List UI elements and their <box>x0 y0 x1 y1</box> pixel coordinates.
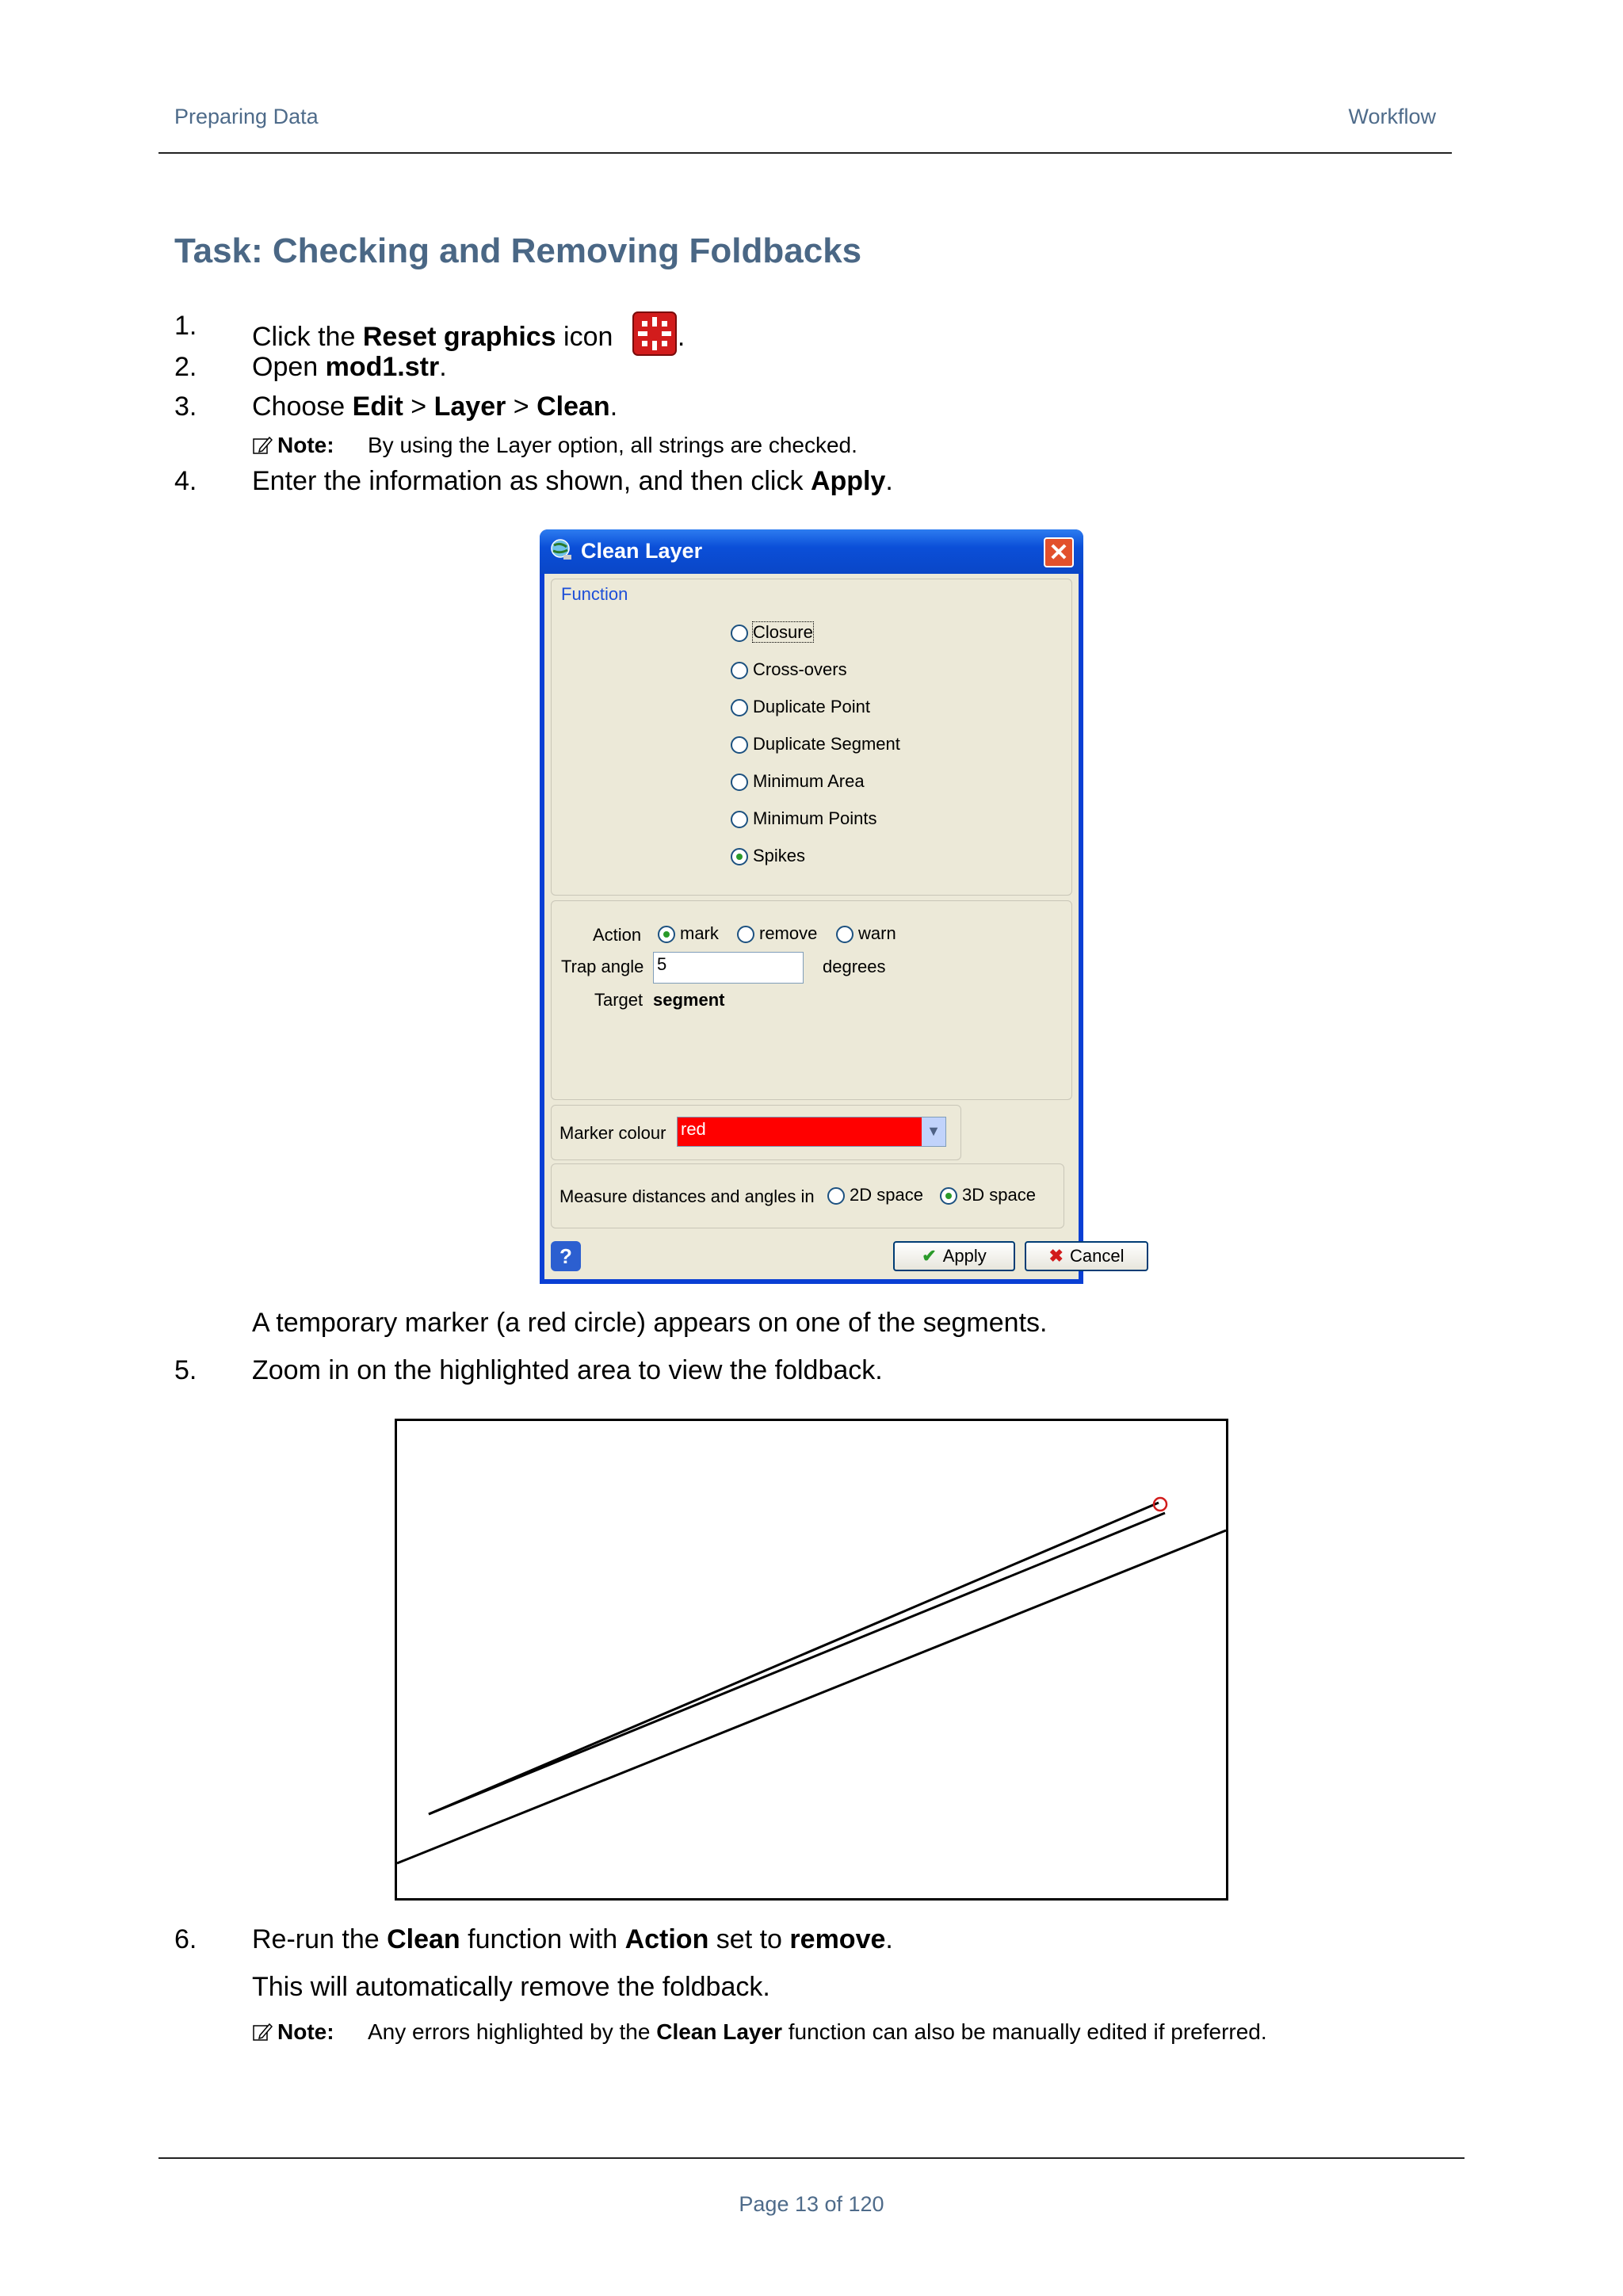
marker-colour-group <box>551 1105 961 1160</box>
radio-circle <box>731 811 748 828</box>
step-text-part: . <box>885 1924 893 1954</box>
step-text-part: set to <box>708 1924 790 1954</box>
page-number: Page 13 of 120 <box>739 2192 884 2216</box>
step-number: 1. <box>174 311 197 341</box>
radio-circle <box>731 736 748 754</box>
step-text-part: > <box>403 392 434 422</box>
step-emphasis: Edit <box>352 392 403 422</box>
trap-angle-label: Trap angle <box>561 957 644 976</box>
note-text <box>368 2019 1267 2045</box>
radio-label: Spikes <box>753 846 806 865</box>
note-pencil-icon <box>252 2022 273 2048</box>
reset-graphics-icon <box>632 311 678 364</box>
radio-action-remove[interactable] <box>737 923 817 944</box>
step-text-part: Enter the information as shown, and then click <box>252 466 811 496</box>
after-step-6-text: This will automatically remove the foldback. <box>252 1972 770 2002</box>
radio-minimum-points[interactable] <box>731 808 876 829</box>
note-1 <box>252 433 857 461</box>
help-icon[interactable]: ? <box>551 1241 581 1271</box>
radio-circle <box>731 625 748 642</box>
cross-icon: ✖ <box>1048 1246 1064 1266</box>
cancel-button[interactable] <box>1025 1241 1148 1271</box>
header-section-title: Preparing Data <box>174 105 319 128</box>
apply-button[interactable] <box>893 1241 1015 1271</box>
radio-label: Cross-overs <box>753 659 847 679</box>
foldback-drawing <box>397 1421 1226 1898</box>
step-text-part: Re-run the <box>252 1924 388 1954</box>
segment-line <box>429 1503 1159 1814</box>
note-emphasis: Clean Layer <box>656 2019 782 2044</box>
step-text-part: > <box>506 392 537 422</box>
radio-label: warn <box>858 923 896 943</box>
step-text-part: . <box>885 466 893 496</box>
globe-icon <box>549 537 575 563</box>
note-text: By using the Layer option, all strings are checked. <box>368 433 857 457</box>
note-pencil-icon <box>252 435 273 461</box>
marker-colour-label: Marker colour <box>559 1123 666 1143</box>
step-text-part: . <box>439 352 447 382</box>
degrees-label: degrees <box>823 957 886 976</box>
marker-colour-value: red <box>681 1119 706 1139</box>
step-text-part: Open <box>252 352 326 382</box>
radio-circle <box>836 926 854 943</box>
note-2 <box>252 2019 1267 2048</box>
radio-circle <box>731 774 748 791</box>
radio-action-warn[interactable] <box>836 923 896 944</box>
function-group-label: Function <box>561 584 628 604</box>
note-label: Note: <box>277 2019 334 2044</box>
note-text-part: function can also be manually edited if preferred. <box>781 2019 1267 2044</box>
footer-divider <box>158 2157 1465 2159</box>
step-emphasis: Action <box>624 1924 709 1954</box>
measure-label: Measure distances and angles in <box>559 1186 815 1206</box>
radio-duplicate-point[interactable] <box>731 697 870 717</box>
step-number: 5. <box>174 1355 197 1385</box>
step-emphasis: Apply <box>810 466 886 496</box>
radio-circle <box>827 1187 845 1205</box>
radio-label: Minimum Points <box>753 808 877 828</box>
chevron-down-icon[interactable]: ▼ <box>922 1117 945 1146</box>
radio-circle <box>737 926 754 943</box>
step-number: 6. <box>174 1924 197 1954</box>
radio-label: 3D space <box>962 1185 1036 1205</box>
close-icon[interactable]: ✕ <box>1044 537 1074 567</box>
radio-action-mark[interactable] <box>658 923 719 944</box>
measure-space-group <box>551 1163 1064 1228</box>
radio-cross-overs[interactable] <box>731 659 847 680</box>
step-number: 4. <box>174 466 197 496</box>
dialog-title: Clean Layer <box>581 539 703 563</box>
radio-label: Minimum Area <box>753 771 865 791</box>
check-icon: ✔ <box>922 1246 937 1266</box>
step-text: Zoom in on the highlighted area to view the foldback. <box>252 1355 883 1385</box>
clean-layer-dialog <box>540 529 1125 1284</box>
note-label: Note: <box>277 433 334 457</box>
parameters-group <box>551 900 1072 1100</box>
radio-label: Duplicate Point <box>753 697 870 716</box>
step-emphasis: Layer <box>433 392 506 422</box>
segment-line <box>397 1530 1226 1863</box>
radio-circle-selected <box>940 1187 957 1205</box>
trap-angle-input[interactable]: 5 <box>653 952 804 984</box>
step-text <box>252 1924 893 1955</box>
step-text-part: Choose <box>252 392 353 422</box>
cancel-button-label: Cancel <box>1069 1246 1125 1266</box>
dialog-title-bar[interactable] <box>540 529 1083 574</box>
step-text-part: . <box>609 392 618 422</box>
radio-circle-selected <box>658 926 675 943</box>
apply-button-label: Apply <box>942 1246 987 1266</box>
note-text-part: Any errors highlighted by the <box>368 2019 657 2044</box>
step-emphasis: Clean <box>387 1924 460 1954</box>
page-title: Task: Checking and Removing Foldbacks <box>174 231 862 270</box>
radio-label: Duplicate Segment <box>753 734 900 754</box>
header-divider <box>158 152 1452 154</box>
radio-circle <box>731 699 748 716</box>
step-text <box>252 352 447 383</box>
action-label: Action <box>593 925 642 945</box>
target-value: segment <box>653 990 725 1010</box>
step-text-part: icon <box>556 322 613 352</box>
step-emphasis: Clean <box>537 392 610 422</box>
radio-label: 2D space <box>850 1185 923 1205</box>
step-emphasis: mod1.str <box>325 352 440 382</box>
radio-2d-space[interactable] <box>827 1185 923 1205</box>
step-text <box>252 392 617 422</box>
radio-spikes[interactable] <box>731 846 805 866</box>
step-text-part: function with <box>460 1924 625 1954</box>
step-text-part: Click the <box>252 322 363 352</box>
step-number: 2. <box>174 352 197 382</box>
step-number: 3. <box>174 392 197 422</box>
radio-minimum-area[interactable] <box>731 771 865 792</box>
header-chapter-title: Workflow <box>1348 105 1436 128</box>
radio-label: remove <box>759 923 818 943</box>
function-group <box>551 579 1072 896</box>
radio-label: Closure <box>753 622 813 642</box>
radio-duplicate-segment[interactable] <box>731 734 900 755</box>
radio-closure[interactable] <box>731 622 813 643</box>
marker-colour-select[interactable] <box>677 1117 946 1147</box>
foldback-figure <box>395 1419 1228 1901</box>
step-text-part: . <box>677 322 685 352</box>
radio-circle <box>731 662 748 679</box>
step-emphasis: Reset graphics <box>362 322 556 352</box>
step-emphasis: remove <box>789 1924 886 1954</box>
step-text <box>252 466 893 497</box>
segment-line <box>429 1513 1165 1814</box>
radio-circle-selected <box>731 848 748 865</box>
radio-label: mark <box>680 923 719 943</box>
target-label: Target <box>594 990 643 1010</box>
after-dialog-text: A temporary marker (a red circle) appears on one of the segments. <box>252 1308 1048 1338</box>
dialog-body <box>544 574 1125 1279</box>
radio-3d-space[interactable] <box>940 1185 1036 1205</box>
